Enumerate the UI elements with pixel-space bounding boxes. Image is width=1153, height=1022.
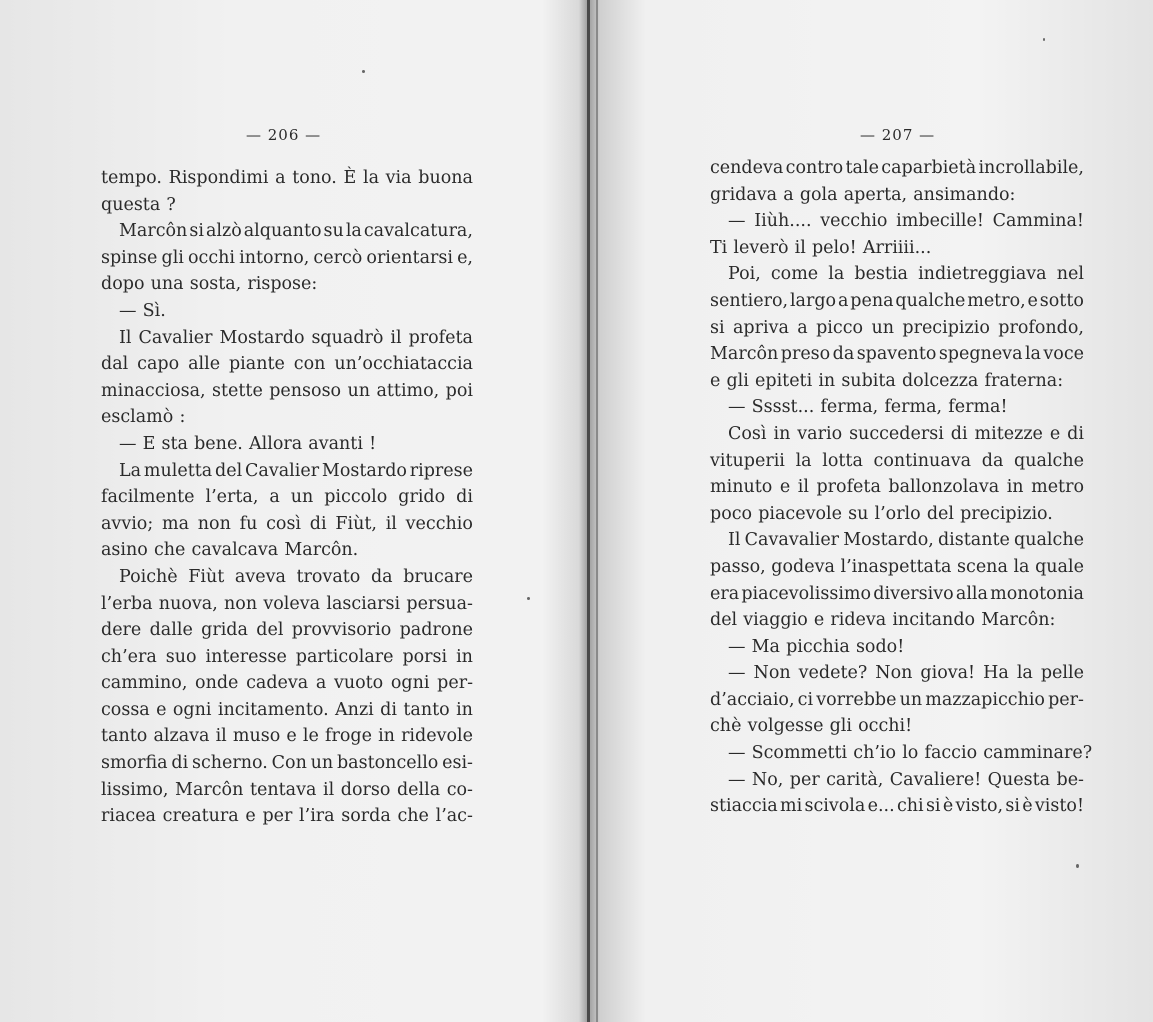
text-line: tanto alzava il muso e le froge in ridevole	[101, 726, 473, 747]
text-line: tempo. Rispondimi a tono. È la via buona	[101, 168, 473, 188]
text-line: poco piacevole su l’orlo del precipizio.	[710, 503, 1053, 524]
text-line: dal capo alle piante con un’occhiataccia	[101, 354, 473, 375]
page-number: — 206 —	[246, 126, 322, 144]
text-line: Il Cavalier Mostardo squadrò il profeta	[119, 327, 473, 348]
text-line: Marcôn si alzò alquanto su la cavalcatura,	[119, 221, 473, 242]
text-line: smorfia di scherno. Con un bastoncello esi-	[101, 753, 473, 774]
text-line: asino che cavalcava Marcôn.	[101, 540, 359, 561]
text-line: — Non vedete? Non giova! Ha la pelle	[728, 663, 1084, 684]
text-line: ch’era suo interesse particolare porsi in	[101, 646, 473, 667]
text-line: — E sta bene. Allora avanti !	[119, 433, 377, 454]
page-text	[101, 165, 473, 830]
text-line: Poichè Fiùt aveva trovato da brucare	[119, 566, 473, 587]
text-line: e gli epiteti in subita dolcezza fraterna:	[710, 370, 1064, 391]
text-line: cammino, onde cadeva a vuoto ogni per-	[101, 673, 473, 694]
text-line: — Iiùh.... vecchio imbecille! Cammina!	[728, 211, 1084, 232]
text-line: gridava a gola aperta, ansimando:	[710, 184, 1016, 205]
text-line: esclamò :	[101, 407, 186, 428]
text-line: minuto e il profeta ballonzolava in metro	[710, 477, 1084, 498]
text-line: minacciosa, stette pensoso un attimo, poi	[101, 380, 473, 401]
text-line: — Sssst... ferma, ferma, ferma!	[728, 397, 1008, 418]
text-line: facilmente l’erta, a un piccolo grido di	[101, 487, 473, 508]
paper-speck	[1076, 864, 1079, 868]
text-line: cossa e ogni incitamento. Anzi di tanto in	[101, 699, 473, 720]
text-line: — Sì.	[119, 300, 166, 321]
text-line: Marcôn preso da spavento spegneva la voce	[710, 344, 1084, 365]
page-number: — 207 —	[860, 126, 936, 144]
right-page	[598, 0, 1153, 1022]
text-line: del viaggio e rideva incitando Marcôn:	[710, 610, 1056, 631]
text-line: cendeva contro tale caparbietà incrollabile,	[710, 158, 1084, 178]
paper-speck	[1043, 38, 1045, 41]
text-line: d’acciaio, ci vorrebbe un mazzapicchio per-	[710, 689, 1084, 710]
text-line: era piacevolissimo diversivo alla monotonia	[710, 583, 1084, 604]
text-line: chè volgesse gli occhi!	[710, 716, 913, 737]
text-line: lissimo, Marcôn tentava il dorso della co-	[101, 779, 473, 800]
paper-speck	[527, 597, 530, 600]
text-line: dere dalle grida del provvisorio padrone	[101, 620, 473, 641]
text-line: spinse gli occhi intorno, cercò orientarsi e,	[101, 247, 473, 268]
gutter-fold	[587, 0, 590, 1022]
text-line: sentiero, largo a pena qualche metro, e sotto	[710, 290, 1084, 311]
text-line: Così in vario succedersi di mitezze e di	[728, 423, 1084, 444]
paper-speck	[362, 70, 365, 73]
text-line: Poi, come la bestia indietreggiava nel	[728, 264, 1084, 285]
text-line: La muletta del Cavalier Mostardo riprese	[119, 460, 473, 481]
text-line: l’erba nuova, non voleva lasciarsi persua-	[101, 593, 473, 614]
text-line: — Ma picchia sodo!	[728, 636, 905, 657]
text-line: — No, per carità, Cavaliere! Questa be-	[728, 769, 1084, 790]
text-line: — Scommetti ch’io lo faccio camminare?	[728, 743, 1093, 764]
text-line: questa ?	[101, 194, 176, 215]
text-line: passo, godeva l’inaspettata scena la quale	[710, 556, 1084, 577]
text-line: dopo una sosta, rispose:	[101, 274, 318, 295]
text-line: si apriva a picco un precipizio profondo,	[710, 317, 1084, 338]
text-line: stiaccia mi scivola e... chi si è visto, si è visto!	[710, 796, 1084, 817]
page-text	[710, 155, 1093, 820]
text-line: Il Cavavalier Mostardo, distante qualche	[728, 530, 1084, 551]
text-line: Ti leverò il pelo! Arriiii...	[710, 237, 932, 258]
text-line: riacea creatura e per l’ira sorda che l’ac-	[101, 806, 473, 827]
text-line: avvio; ma non fu così di Fiùt, il vecchio	[101, 513, 473, 534]
text-line: vituperii la lotta continuava da qualche	[710, 450, 1084, 471]
